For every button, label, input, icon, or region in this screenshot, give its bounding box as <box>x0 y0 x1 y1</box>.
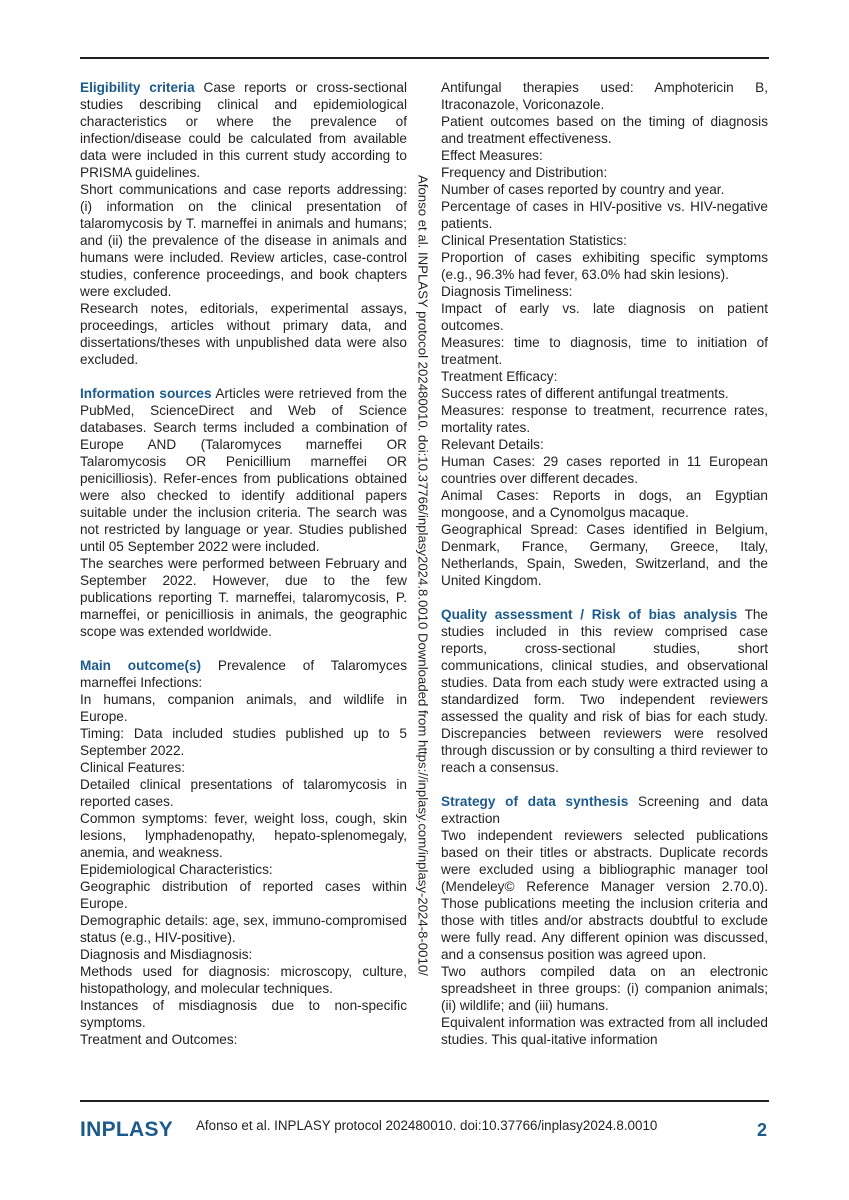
outcome-line: Clinical Features: <box>80 760 186 775</box>
outcome-line: Detailed clinical presentations of talaromycosis in reported cases. <box>80 777 407 809</box>
left-column <box>80 79 407 1048</box>
outcome-line: In humans, companion animals, and wildlife in Europe. <box>80 692 407 724</box>
bottom-rule <box>80 1100 769 1102</box>
outcome-continued-line: Human Cases: 29 cases reported in 11 European countries over different decades. <box>441 454 768 486</box>
outcome-continued-line: Patient outcomes based on the timing of diagnosis and treatment effectiveness. <box>441 114 768 146</box>
outcome-line: Methods used for diagnosis: microscopy, culture, histopathology, and molecular techniques. <box>80 964 407 996</box>
outcome-continued-line: Treatment Efficacy: <box>441 369 558 384</box>
synthesis-compilation-text: Two authors compiled data on an electronic spreadsheet in three groups: (i) companion animals; (ii) wildlife; and (iii) humans. <box>441 964 768 1013</box>
outcome-continued-line: Measures: response to treatment, recurrence rates, mortality rates. <box>441 403 768 435</box>
quality-paragraph: Quality assessment / Risk of bias analysis The studies included in this review comprised case reports, cross-sectional studies, short communications, clinical studies, and observational studies. Data from each study were extracted using a standardized form. Two independent reviewers assessed the quality and risk of bias for each study. Discrepancies between reviewers were resolved through discussion or by consulting a third reviewer to reach a consensus. <box>441 607 768 775</box>
outcome-continued-line: Animal Cases: Reports in dogs, an Egyptian mongoose, and a Cynomolgus macaque. <box>441 488 768 520</box>
outcome-continued-line: Success rates of different antifungal treatments. <box>441 386 729 401</box>
outcome-continued-line: Clinical Presentation Statistics: <box>441 233 627 248</box>
outcome-line: Geographic distribution of reported cases within Europe. <box>80 879 407 911</box>
information-paragraph: Information sources Articles were retrieved from the PubMed, ScienceDirect and Web of Science databases. Search terms included a combination of Europe AND (Talaromyces marneffei OR Talaromycosis OR Penicillium marneffei OR penicilliosis). Refer-ences from publications obtained were also checked to identify additional papers suitable under the inclusion criteria. The search was not restricted by language or year. Studies published until 05 September 2022 were included. <box>80 386 407 554</box>
download-sidebar-text: Afonso et al. INPLASY protocol 202480010. doi:10.37766/inplasy2024.8.0010 Downloaded from https://inplasy.com/inplasy-2024-8-0010/ <box>415 175 431 976</box>
top-rule <box>80 57 769 59</box>
outcome-continued-line: Measures: time to diagnosis, time to initiation of treatment. <box>441 335 768 367</box>
synthesis-extraction-text: Equivalent information was extracted from all included studies. This qual-itative information <box>441 1015 768 1047</box>
outcome-continued-line: Geographical Spread: Cases identified in Belgium, Denmark, France, Germany, Greece, Italy, Netherlands, Spain, Sweden, Switzerland, and the United Kingdom. <box>441 522 768 588</box>
outcome-line: Instances of misdiagnosis due to non-specific symptoms. <box>80 998 407 1030</box>
outcomes-paragraph: Main outcome(s) Prevalence of Talaromyces marneffei Infections: <box>80 658 408 690</box>
eligibility-exclusion-text: Research notes, editorials, experimental assays, proceedings, articles without primary data, and dissertations/theses with unpublished data were also excluded. <box>80 301 407 367</box>
synthesis-screening-text: Two independent reviewers selected publications based on their titles or abstracts. Duplicate records were excluded using a bibliographic manager tool (Mendeley© Reference Manager version 2.70.0). Those publications meeting the inclusion criteria and those with titles and/or abstracts doubtful to exclude were fully read. Any different opinion was discussed, and a consensus position was agreed upon. <box>441 828 768 962</box>
information-heading: Information sources <box>80 386 212 401</box>
eligibility-heading: Eligibility criteria <box>80 80 195 95</box>
outcome-continued-line: Effect Measures: <box>441 148 543 163</box>
footer-citation: Afonso et al. INPLASY protocol 202480010. doi:10.37766/inplasy2024.8.0010 <box>196 1118 658 1133</box>
page-number: 2 <box>757 1120 768 1140</box>
outcome-continued-line: Proportion of cases exhibiting specific symptoms (e.g., 96.3% had fever, 63.0% had skin lesions). <box>441 250 768 282</box>
inplasy-logo: INPLASY <box>80 1118 174 1141</box>
outcomes-heading: Main outcome(s) <box>80 658 202 673</box>
outcome-line: Timing: Data included studies published up to 5 September 2022. <box>80 726 407 758</box>
outcome-line: Epidemiological Characteristics: <box>80 862 273 877</box>
information-scope-text: The searches were performed between February and September 2022. However, due to the few publications reporting T. marneffei, talaromycosis, P. marneffei, or penicilliosis in animals, the geographic scope was extended worldwide. <box>80 556 407 639</box>
outcome-line: Common symptoms: fever, weight loss, cough, skin lesions, lymphadenopathy, hepato-splenomegaly, anemia, and weakness. <box>80 811 407 860</box>
synthesis-paragraph: Strategy of data synthesis Screening and data extraction <box>441 794 768 826</box>
eligibility-inclusion-text: Short communications and case reports addressing: (i) information on the clinical presentation of talaromycosis by T. marneffei in animals and humans; and (ii) the prevalence of the disease in animals and humans were included. Review articles, case-control studies, conference proceedings, and book chapters were excluded. <box>80 182 407 299</box>
outcome-continued-line: Number of cases reported by country and year. <box>441 182 725 197</box>
outcome-line: Treatment and Outcomes: <box>80 1032 238 1047</box>
right-column <box>441 79 768 1048</box>
outcome-line: Diagnosis and Misdiagnosis: <box>80 947 253 962</box>
outcome-continued-line: Relevant Details: <box>441 437 544 452</box>
eligibility-paragraph: Eligibility criteria Case reports or cross-sectional studies describing clinical and epidemiological characteristics or where the prevalence of infection/disease could be calculated from available data were included in this current study according to PRISMA guidelines. <box>80 80 407 180</box>
outcome-continued-line: Diagnosis Timeliness: <box>441 284 573 299</box>
outcome-line: Demographic details: age, sex, immuno-compromised status (e.g., HIV-positive). <box>80 913 407 945</box>
synthesis-heading: Strategy of data synthesis <box>441 794 629 809</box>
quality-heading: Quality assessment / Risk of bias analysis <box>441 607 738 622</box>
outcome-continued-line: Percentage of cases in HIV-positive vs. HIV-negative patients. <box>441 199 768 231</box>
outcome-continued-line: Impact of early vs. late diagnosis on patient outcomes. <box>441 301 768 333</box>
outcome-continued-line: Antifungal therapies used: Amphotericin B, Itraconazole, Voriconazole. <box>441 80 768 112</box>
outcome-continued-line: Frequency and Distribution: <box>441 165 608 180</box>
